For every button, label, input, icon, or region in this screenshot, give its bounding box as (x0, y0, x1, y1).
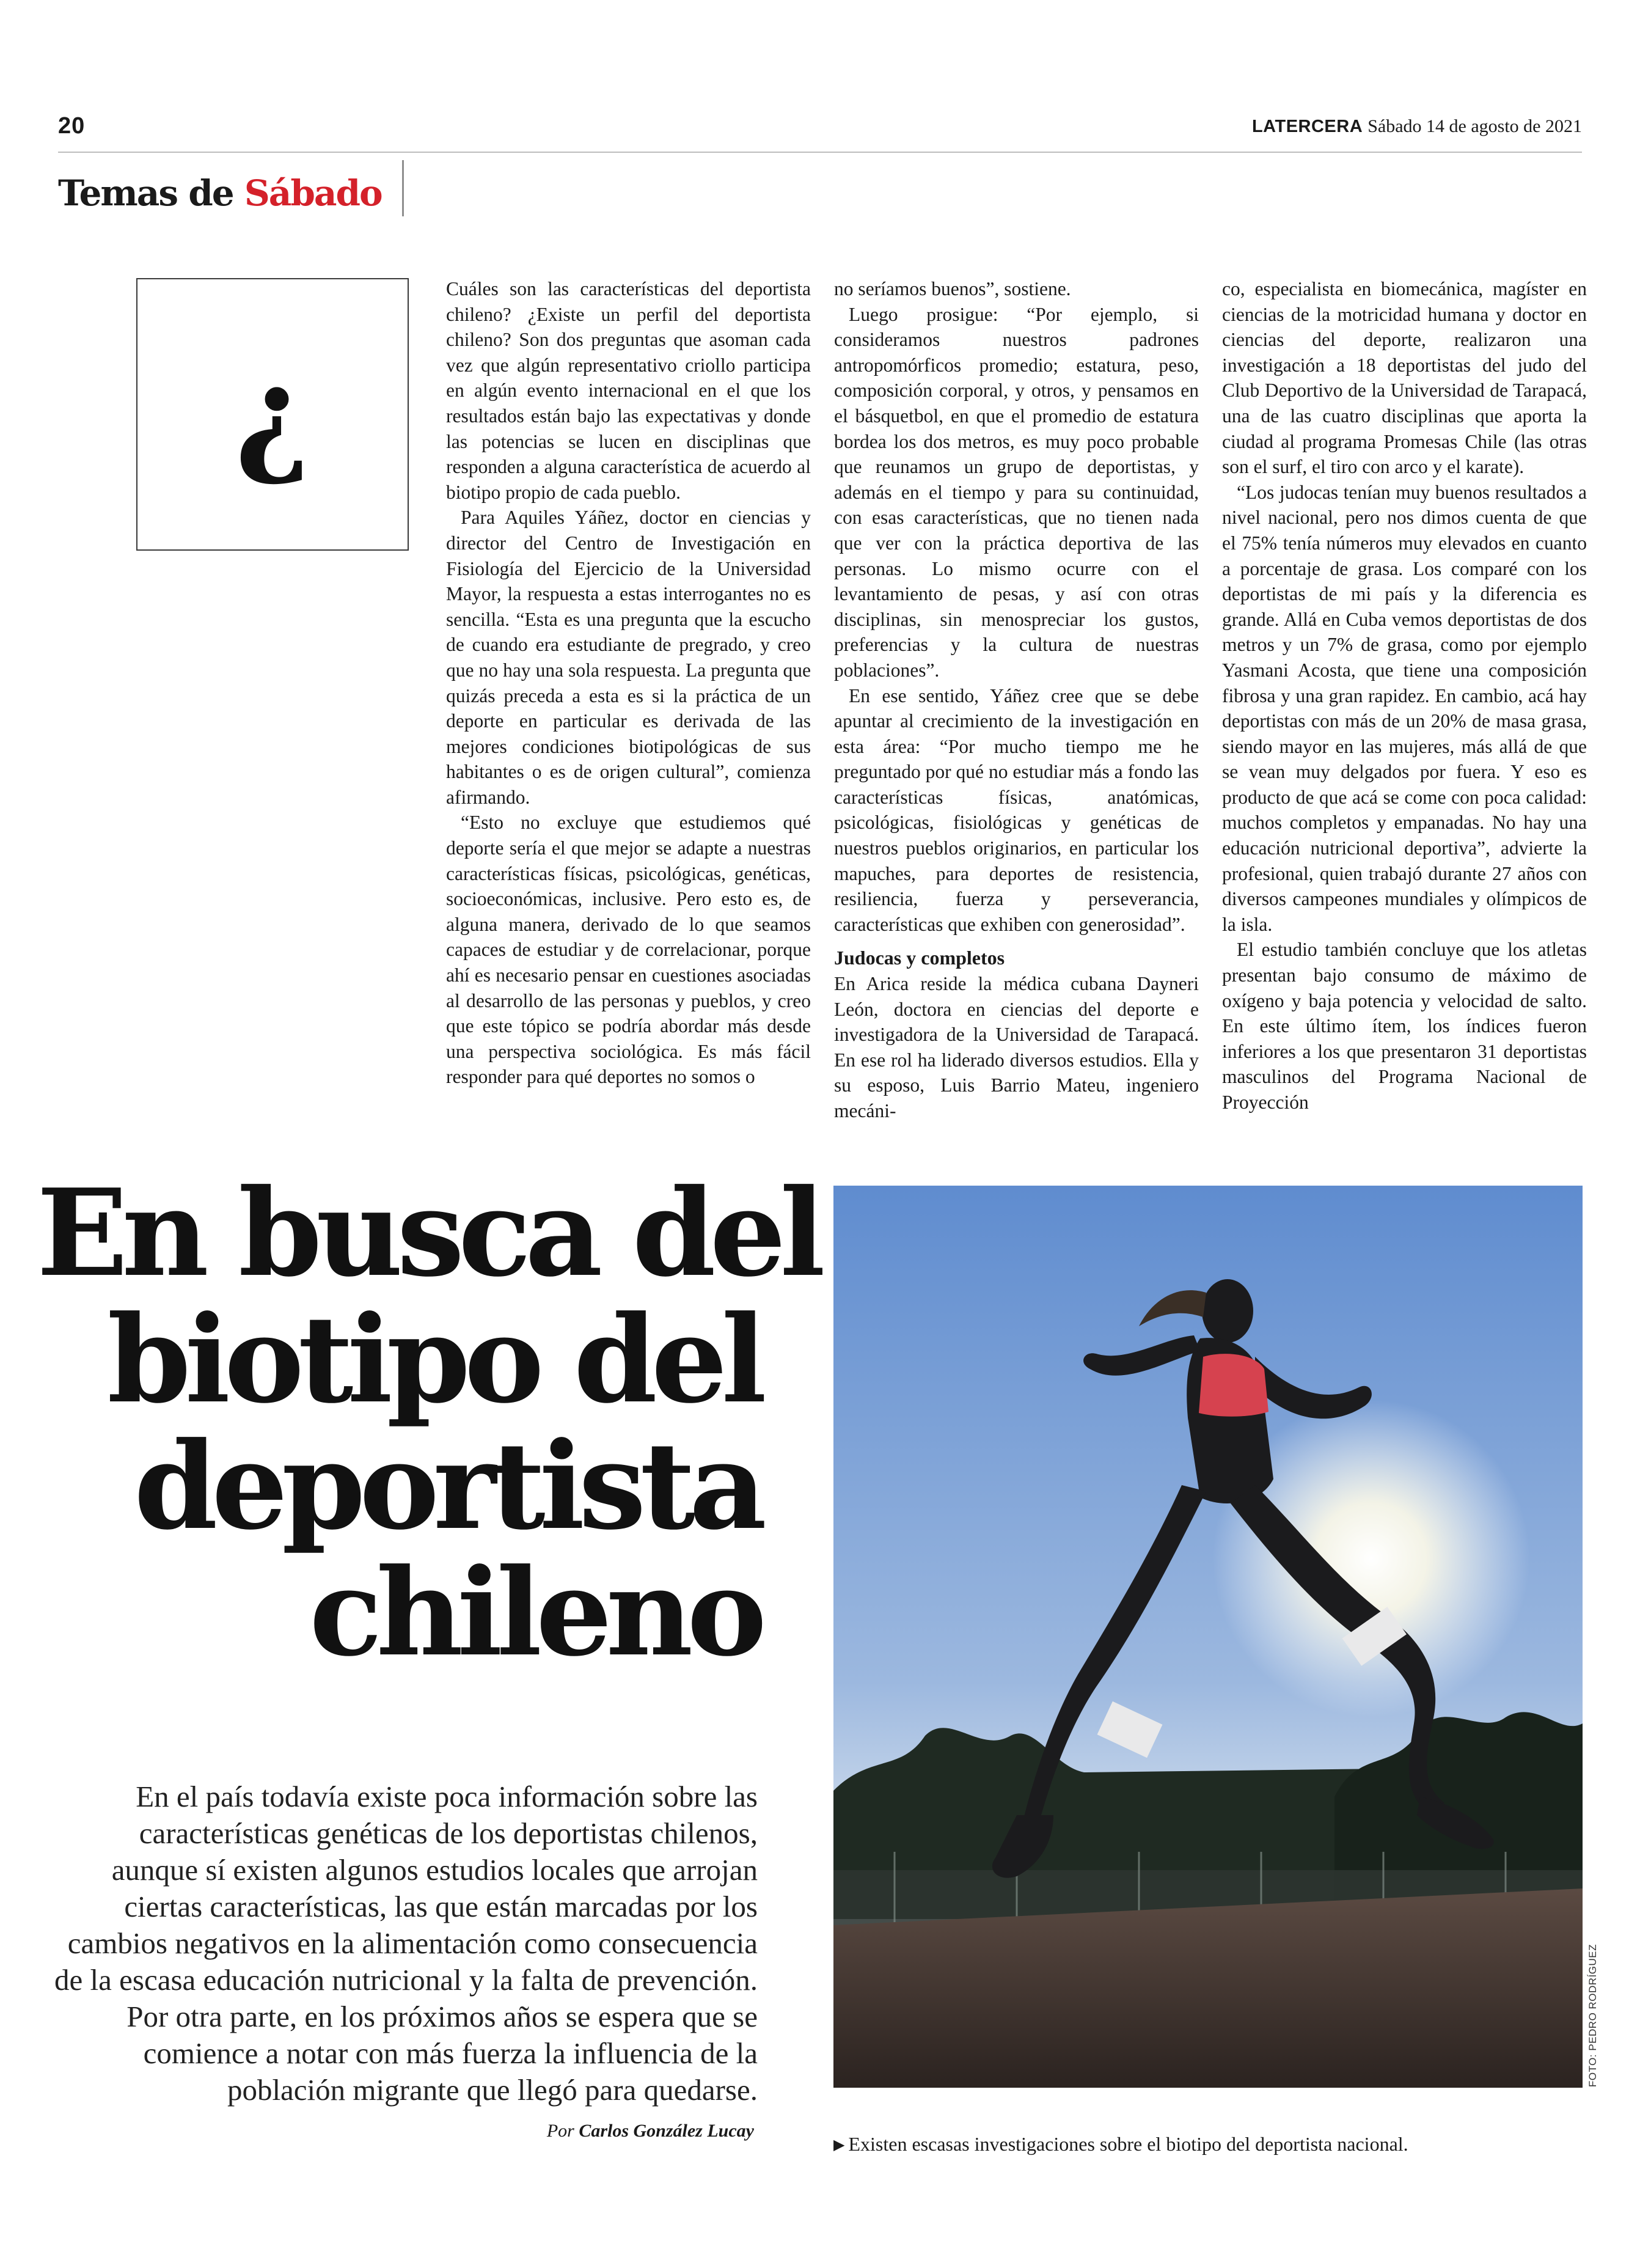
photo-caption (833, 2133, 1408, 2156)
runner-photo-illustration (833, 1186, 1583, 2088)
inverted-question-mark: ¿ (235, 339, 310, 490)
runner-photo (833, 1186, 1583, 2088)
section-title-part1: Temas de (58, 172, 233, 214)
section-title (58, 172, 382, 214)
photo-caption-text: Existen escasas investigaciones sobre el biotipo del deportista nacional. (848, 2133, 1408, 2155)
headline-line: deportista (134, 1416, 761, 1557)
newspaper-brand: LATERCERA (1251, 117, 1363, 136)
section-title-part2: Sábado (244, 172, 382, 214)
paragraph: El estudio también concluye que los atletas presentan bajo consumo de máximo de oxígeno y baja potencia y velocidad de salto. En este último ítem, los índices fueron inferiores a los que presentaron 31 deportistas masculinos del Programa Nacional de Proyección (1222, 939, 1587, 1113)
paragraph: En Arica reside la médica cubana Dayneri León, doctora en ciencias del deporte e investigadora de la Universidad de Tarapacá. En ese rol ha liderado diversos estudios. Ella y su esposo, Luis Barrio Mateu, ingeniero mecáni- (834, 973, 1199, 1121)
photo-credit: FOTO: PEDRO RODRÍGUEZ (1587, 1943, 1598, 2087)
byline-author: Carlos González Lucay (579, 2121, 754, 2141)
paragraph: “Los judocas tenían muy buenos resultados a nivel nacional, pero nos dimos cuenta de que el 75% tenía números muy elevados en cuanto a porcentaje de grasa. Los comparé con los deportistas de mi país y la diferencia es grande. Allá en Cuba vemos deportistas de dos metros y un 7% de grasa, como por ejemplo Yasmani Acosta, que tiene una composición fibrosa y una gran rapidez. En cambio, acá hay deportistas con más de un 20% de masa grasa, siendo mayor en las mujeres, más allá de que se vean muy delgados por fuera. Y eso es producto de que acá se come con poca calidad: muchos completos y empanadas. No hay una educación nutricional deportiva”, advierte la profesional, quien trabajó durante 27 años con diversos campeones mundiales y olímpicos de la isla. (1222, 481, 1587, 935)
opening-question-box (136, 278, 409, 551)
headline-line: biotipo del (107, 1290, 761, 1430)
article-column-2 (834, 276, 1199, 1121)
paragraph: co, especialista en biomecánica, magíster en ciencias de la motricidad humana y doctor en ciencias del deporte, realizaron una investigación a 18 deportistas del judo del Club Deportivo de la Universidad de Tarapacá, una de las cuatro disciplinas que aporta la ciudad al programa Promesas Chile (las otras son el surf, el tiro con arco y el karate). (1222, 278, 1587, 478)
paragraph: En ese sentido, Yáñez cree que se debe apuntar al crecimiento de la investigación en esta área: “Por mucho tiempo me he preguntado por qué no estudiar más a fondo las características físicas, anatómicas, psicológicas, fisiológicas y genéticas de nuestros pueblos originarios, en particular los mapuches, para deportes de resistencia, resiliencia, fuerza y perseverancia, características que exhiben con generosidad”. (834, 684, 1199, 935)
paragraph: no seríamos buenos”, sostiene. (834, 278, 1071, 299)
paragraph: Para Aquiles Yáñez, doctor en ciencias y director del Centro de Investigación en Fisiología del Ejercicio de la Universidad Mayor, la respuesta a estas interrogantes no es sencilla. “Esta es una pregunta que la escucho de cuando era estudiante de pregrado, y creo que no hay una sola respuesta. La pregunta que quizás preceda a esta es si la práctica de un deporte en particular es derivada de las mejores condiciones biotipológicas de sus habitantes o es de origen cultural”, comienza afirmando. (446, 507, 811, 808)
masthead (1252, 116, 1582, 137)
paragraph: “Esto no excluye que estudiemos qué deporte sería el que mejor se adapte a nuestras características físicas, psicológicas, genéticas, socioeconómicas, inclusive. Pero esto es, de alguna manera, derivado de lo que seamos capaces de estudiar y de correlacionar, porque ahí es necesario pensar en cuestiones asociadas al desarrollo de las personas y pueblos, y creo que este tópico se podría abordar más desde una perspectiva sociológica. Es más fácil responder para qué deportes no somos o (446, 812, 811, 1088)
headline (37, 1163, 819, 1683)
subheading: Judocas y completos (834, 947, 1005, 969)
triangle-right-icon: ▶ (833, 2136, 845, 2153)
headline-line: chileno (309, 1543, 761, 1683)
page-number: 20 (58, 113, 86, 139)
section-divider (402, 160, 404, 216)
lede-paragraph: En el país todavía existe poca información sobre las características genéticas de los deportistas chilenos, aunque sí existen algunos estudios locales que arrojan ciertas características, las que están marcadas por los cambios negativos en la alimentación como consecuencia de la escasa educación nutricional y la falta de prevención. Por otra parte, en los próximos años se espera que se comience a notar con más fuerza la influencia de la población migrante que llegó para quedarse. (54, 1780, 758, 2107)
article-column-1 (446, 276, 811, 1088)
header-rule (58, 152, 1582, 153)
headline-line: En busca del (37, 1163, 819, 1304)
paragraph: Cuáles son las características del deportista chileno? ¿Existe un perfil del deportista chileno? Son dos preguntas que asoman cada vez que algún representativo criollo participa en algún evento internacional en el que los resultados están bajo las expectativas y donde las potencias se lucen en disciplinas que responden a alguna característica de acuerdo al biotipo propio de cada pueblo. (446, 278, 811, 503)
byline-prefix: Por (546, 2121, 574, 2141)
paragraph: Luego prosigue: “Por ejemplo, si consideramos nuestros padrones antropomórficos promedio; estatura, peso, composición corporal, y otros, y pensamos en el básquetbol, en que el promedio de estatura bordea los dos metros, es muy poco probable que reunamos un grupo de deportistas, y además en el tiempo y para su continuidad, con esas características, que no tienen nada que ver con la práctica deportiva de las personas. Lo mismo ocurre con el levantamiento de pesas, y así con otras disciplinas, sin menospreciar los gustos, preferencias y la cultura de nuestras poblaciones”. (834, 303, 1199, 681)
byline (547, 2121, 754, 2141)
issue-date: Sábado 14 de agosto de 2021 (1367, 116, 1582, 136)
article-column-3 (1222, 276, 1587, 1113)
